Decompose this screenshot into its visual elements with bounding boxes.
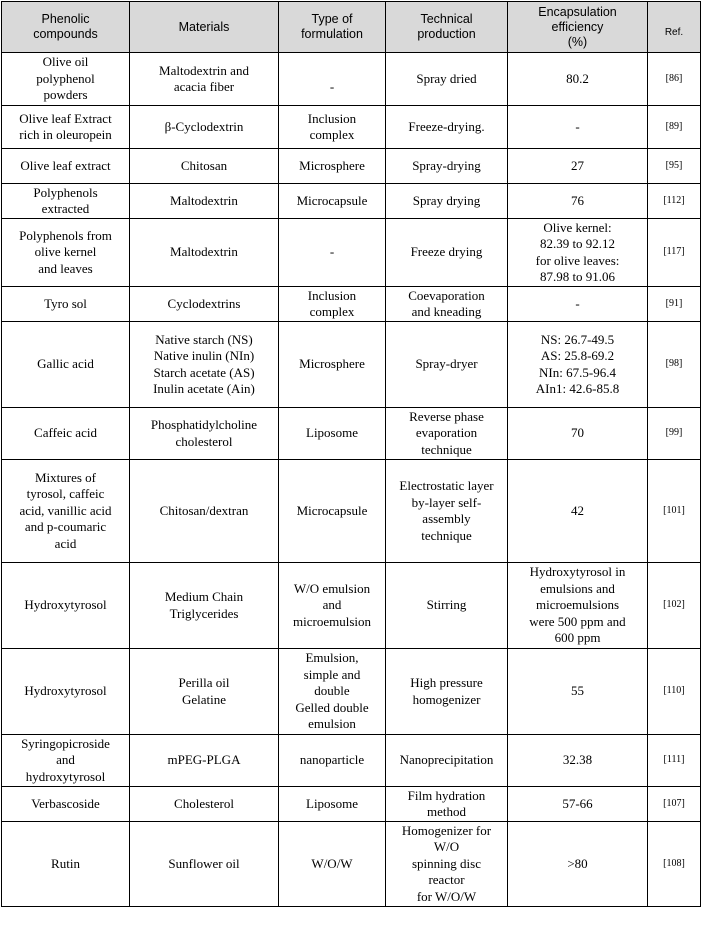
- ref-cell: [86]: [648, 53, 701, 106]
- table-body: [2, 53, 701, 907]
- cell-text-line: Spray-dryer: [415, 356, 478, 372]
- materials-cell: [130, 322, 279, 408]
- technical-production-cell: [386, 408, 508, 460]
- materials-cell: [130, 149, 279, 184]
- cell-text-line: Hydroxytyrosol: [24, 683, 107, 699]
- cell-text-line: Medium Chain: [164, 589, 244, 604]
- table-row: [2, 106, 701, 149]
- compound-cell: [2, 106, 130, 149]
- technical-production-cell: [386, 787, 508, 822]
- table-row: [2, 149, 701, 184]
- efficiency-cell: [508, 408, 648, 460]
- table-row: [2, 287, 701, 322]
- formulation-cell: [279, 460, 386, 563]
- header-encapsulation-efficiency: [508, 2, 648, 53]
- ref-cell: [101]: [648, 460, 701, 563]
- cell-text-line: Homogenizer for: [401, 822, 492, 838]
- cell-text-line: Sunflower oil: [168, 855, 240, 871]
- cell-text-line: W/O/W: [311, 855, 353, 871]
- cell-text-line: Technical: [420, 12, 473, 26]
- cell-text-line: Chitosan: [180, 157, 228, 173]
- efficiency-cell: [508, 219, 648, 287]
- cell-text-line: β-Cyclodextrin: [164, 118, 244, 134]
- cell-text-line: 55: [571, 683, 584, 699]
- formulation-cell: [279, 649, 386, 735]
- cell-text-line: W/O: [433, 839, 460, 855]
- cell-text-line: Microsphere: [299, 356, 365, 372]
- cell-text-line: 76: [571, 192, 584, 208]
- materials-cell: [130, 287, 279, 322]
- cell-text-line: technique: [421, 527, 472, 543]
- cell-text-line: 87.98 to 91.06: [539, 269, 616, 284]
- header-formulation: [279, 2, 386, 53]
- table-row: [2, 649, 701, 735]
- cell-text-line: Olive leaf Extract: [19, 110, 112, 126]
- cell-text-line: Liposome: [306, 795, 358, 811]
- ref-cell: [108]: [648, 822, 701, 907]
- cell-text-line: emulsions and: [540, 580, 615, 596]
- cell-text-line: Rutin: [51, 855, 80, 871]
- technical-production-cell: [386, 53, 508, 106]
- cell-text-line: Inclusion: [307, 110, 357, 126]
- cell-text-line: acid: [54, 535, 77, 551]
- formulation-cell: [279, 322, 386, 408]
- formulation-cell: [279, 53, 386, 106]
- cell-text-line: efficiency: [551, 19, 604, 34]
- compound-cell: [2, 649, 130, 735]
- cell-text-line: nanoparticle: [299, 752, 365, 768]
- cell-text-line: Electrostatic layer: [399, 478, 494, 493]
- table-row: [2, 735, 701, 787]
- efficiency-cell: [508, 822, 648, 907]
- header-compounds: [2, 2, 130, 53]
- table-row: [2, 563, 701, 649]
- cell-text-line: 42: [571, 502, 584, 518]
- cell-text-line: rich in oleuropein: [19, 127, 112, 142]
- cell-text-line: olive kernel: [34, 244, 97, 260]
- cell-text-line: and p-coumaric: [24, 519, 107, 535]
- ref-cell: [117]: [648, 219, 701, 287]
- ref-cell: [95]: [648, 149, 701, 184]
- technical-production-cell: [386, 735, 508, 787]
- table-row: [2, 787, 701, 822]
- materials-cell: [130, 408, 279, 460]
- cell-text-line: Gallic acid: [37, 356, 94, 372]
- cell-text-line: Phenolic: [41, 12, 90, 26]
- cell-text-line: -: [575, 118, 580, 134]
- cell-text-line: tyrosol, caffeic: [26, 486, 105, 502]
- ref-cell: [98]: [648, 322, 701, 408]
- technical-production-cell: [386, 106, 508, 149]
- cell-text-line: and: [322, 597, 342, 613]
- cell-text-line: 57-66: [562, 795, 593, 811]
- cell-text-line: Reverse phase: [409, 408, 484, 424]
- cell-text-line: Liposome: [306, 425, 358, 441]
- materials-cell: [130, 219, 279, 287]
- cell-text-line: hydroxytyrosol: [25, 768, 106, 784]
- cell-text-line: Microsphere: [299, 157, 365, 173]
- cell-text-line: and kneading: [411, 304, 482, 319]
- cell-text-line: Spray dried: [416, 70, 477, 86]
- cell-text-line: Maltodextrin: [170, 192, 238, 208]
- cell-text-line: Nanoprecipitation: [399, 752, 494, 768]
- cell-text-line: Type of: [311, 12, 353, 26]
- materials-cell: [130, 184, 279, 219]
- materials-cell: [130, 53, 279, 106]
- ref-cell: [102]: [648, 563, 701, 649]
- cell-text-line: double: [314, 683, 350, 699]
- cell-text-line: AIn1: 42.6-85.8: [535, 381, 620, 396]
- efficiency-cell: [508, 787, 648, 822]
- efficiency-cell: [508, 184, 648, 219]
- table-header: [2, 2, 701, 53]
- cell-text-line: Spray drying: [412, 192, 481, 208]
- encapsulation-table: [1, 1, 701, 907]
- cell-text-line: Olive kernel:: [543, 219, 612, 235]
- cell-text-line: -: [329, 244, 335, 260]
- formulation-cell: [279, 735, 386, 787]
- technical-production-cell: [386, 219, 508, 287]
- cell-text-line: polyphenol: [36, 70, 95, 86]
- ref-cell: [110]: [648, 649, 701, 735]
- cell-text-line: powders: [43, 87, 88, 103]
- compound-cell: [2, 460, 130, 563]
- cell-text-line: Gelled double: [295, 699, 369, 715]
- cell-text-line: Maltodextrin and: [159, 62, 249, 78]
- materials-cell: [130, 563, 279, 649]
- cell-text-line: for olive leaves:: [535, 252, 620, 268]
- cell-text-line: 600 ppm: [554, 630, 601, 646]
- efficiency-cell: [508, 322, 648, 408]
- technical-production-cell: [386, 287, 508, 322]
- efficiency-cell: [508, 149, 648, 184]
- technical-production-cell: [386, 322, 508, 408]
- technical-production-cell: [386, 184, 508, 219]
- cell-text-line: formulation: [301, 27, 363, 41]
- cell-text-line: mPEG-PLGA: [167, 752, 241, 768]
- ref-cell: [107]: [648, 787, 701, 822]
- technical-production-cell: [386, 649, 508, 735]
- table-row: [2, 460, 701, 563]
- ref-cell: [91]: [648, 287, 701, 322]
- cell-text-line: 32.38: [562, 752, 593, 768]
- cell-text-line: Olive oil: [42, 54, 89, 70]
- cell-text-line: complex: [309, 127, 355, 142]
- cell-text-line: Inclusion: [307, 287, 357, 303]
- cell-text-line: Freeze drying: [410, 244, 483, 260]
- formulation-cell: [279, 822, 386, 907]
- cell-text-line: Perilla oil: [178, 675, 230, 690]
- cell-text-line: acacia fiber: [173, 79, 235, 94]
- cell-text-line: cholesterol: [175, 433, 233, 449]
- cell-text-line: Microcapsule: [296, 192, 368, 208]
- table-row: [2, 322, 701, 408]
- cell-text-line: Caffeic acid: [34, 425, 97, 441]
- cell-text-line: spinning disc: [412, 855, 481, 871]
- materials-cell: [130, 649, 279, 735]
- technical-production-cell: [386, 563, 508, 649]
- cell-text-line: Syringopicroside: [21, 735, 110, 751]
- cell-text-line: Native starch (NS): [155, 331, 253, 347]
- cell-text-line: production: [417, 27, 476, 41]
- materials-cell: [130, 735, 279, 787]
- cell-text-line: Olive leaf extract: [20, 157, 111, 173]
- table-row: [2, 219, 701, 287]
- cell-text-line: Polyphenols: [33, 184, 98, 200]
- cell-text-line: Stirring: [426, 597, 467, 613]
- cell-text-line: by-layer self-: [411, 494, 482, 510]
- cell-text-line: Inulin acetate (Ain): [153, 381, 255, 396]
- cell-text-line: acid, vanillic acid: [19, 502, 112, 518]
- compound-cell: [2, 287, 130, 322]
- efficiency-cell: [508, 563, 648, 649]
- cell-text-line: evaporation: [415, 425, 478, 441]
- cell-text-line: Emulsion,: [305, 650, 359, 666]
- compound-cell: [2, 149, 130, 184]
- table-row: [2, 822, 701, 907]
- cell-text-line: emulsion: [308, 716, 356, 732]
- cell-text-line: and: [56, 752, 75, 768]
- cell-text-line: AS: 25.8-69.2: [540, 348, 615, 363]
- compound-cell: [2, 563, 130, 649]
- cell-text-line: Starch acetate (AS): [153, 364, 255, 380]
- cell-text-line: Phosphatidylcholine: [150, 417, 258, 432]
- cell-text-line: 82.39 to 92.12: [539, 236, 616, 251]
- technical-production-cell: [386, 822, 508, 907]
- formulation-cell: [279, 563, 386, 649]
- compound-cell: [2, 322, 130, 408]
- cell-text-line: Cholesterol: [174, 795, 234, 811]
- cell-text-line: Verbascoside: [31, 795, 100, 811]
- table-row: [2, 184, 701, 219]
- formulation-cell: [279, 219, 386, 287]
- formulation-cell: [279, 149, 386, 184]
- materials-cell: [130, 822, 279, 907]
- table-row: [2, 53, 701, 106]
- cell-text-line: compounds: [33, 27, 98, 41]
- efficiency-cell: [508, 649, 648, 735]
- efficiency-cell: [508, 106, 648, 149]
- cell-text-line: 70: [571, 425, 584, 441]
- cell-text-line: Encapsulation: [538, 4, 617, 19]
- cell-text-line: Coevaporation: [408, 287, 485, 303]
- cell-text-line: Microcapsule: [296, 502, 368, 518]
- cell-text-line: Cyclodextrins: [167, 295, 241, 311]
- cell-text-line: [282, 63, 382, 80]
- compound-cell: [2, 184, 130, 219]
- cell-text-line: Native inulin (NIn): [153, 348, 255, 363]
- cell-text-line: Film hydration: [407, 787, 486, 803]
- cell-text-line: Hydroxytyrosol: [24, 597, 107, 613]
- technical-production-cell: [386, 149, 508, 184]
- cell-text-line: -: [575, 295, 580, 311]
- materials-cell: [130, 460, 279, 563]
- cell-text-line: Spray-drying: [412, 157, 481, 173]
- formulation-cell: [279, 287, 386, 322]
- header-technical-production: [386, 2, 508, 53]
- ref-cell: [112]: [648, 184, 701, 219]
- cell-text-line: Triglycerides: [169, 605, 239, 621]
- cell-text-line: Ref.: [664, 26, 684, 38]
- efficiency-cell: [508, 287, 648, 322]
- ref-cell: [99]: [648, 408, 701, 460]
- formulation-cell: [279, 787, 386, 822]
- cell-text-line: method: [427, 804, 466, 819]
- compound-cell: [2, 219, 130, 287]
- technical-production-cell: [386, 460, 508, 563]
- compound-cell: [2, 735, 130, 787]
- cell-text-line: reactor: [428, 872, 465, 888]
- cell-text-line: simple and: [303, 666, 361, 682]
- cell-text-line: NS: 26.7-49.5: [540, 331, 615, 347]
- materials-cell: [130, 787, 279, 822]
- materials-cell: [130, 106, 279, 149]
- efficiency-cell: [508, 735, 648, 787]
- cell-text-line: (%): [567, 34, 588, 49]
- cell-text-line: -: [329, 79, 335, 94]
- cell-text-line: complex: [309, 304, 355, 319]
- formulation-cell: [279, 408, 386, 460]
- cell-text-line: Chitosan/dextran: [159, 502, 249, 518]
- cell-text-line: Materials: [178, 19, 230, 34]
- cell-text-line: microemulsion: [293, 613, 371, 629]
- header-materials: [130, 2, 279, 53]
- formulation-cell: [279, 184, 386, 219]
- cell-text-line: for W/O/W: [416, 888, 477, 904]
- cell-text-line: NIn: 67.5-96.4: [539, 364, 616, 380]
- cell-text-line: 80.2: [566, 70, 589, 86]
- cell-text-line: Freeze-drying.: [408, 118, 485, 134]
- cell-text-line: Gelatine: [181, 691, 227, 707]
- efficiency-cell: [508, 53, 648, 106]
- formulation-cell: [279, 106, 386, 149]
- cell-text-line: microemulsions: [535, 597, 620, 613]
- cell-text-line: were 500 ppm and: [529, 613, 626, 629]
- cell-text-line: Tyro sol: [44, 295, 87, 311]
- cell-text-line: Hydroxytyrosol in: [529, 564, 626, 580]
- compound-cell: [2, 53, 130, 106]
- cell-text-line: >80: [567, 855, 588, 871]
- cell-text-line: Mixtures of: [34, 469, 97, 485]
- cell-text-line: extracted: [41, 201, 90, 216]
- header-ref: [648, 2, 701, 53]
- cell-text-line: 27: [571, 157, 584, 173]
- ref-cell: [89]: [648, 106, 701, 149]
- compound-cell: [2, 408, 130, 460]
- cell-text-line: assembly: [422, 511, 471, 526]
- ref-cell: [111]: [648, 735, 701, 787]
- cell-text-line: W/O emulsion: [293, 580, 371, 596]
- compound-cell: [2, 787, 130, 822]
- cell-text-line: Polyphenols from: [19, 227, 112, 243]
- header-row: [2, 2, 701, 53]
- cell-text-line: Maltodextrin: [170, 244, 238, 260]
- efficiency-cell: [508, 460, 648, 563]
- table-row: [2, 408, 701, 460]
- compound-cell: [2, 822, 130, 907]
- cell-text-line: and leaves: [38, 260, 93, 276]
- cell-text-line: High pressure: [410, 675, 483, 690]
- cell-text-line: technique: [421, 441, 472, 457]
- cell-text-line: homogenizer: [412, 691, 481, 707]
